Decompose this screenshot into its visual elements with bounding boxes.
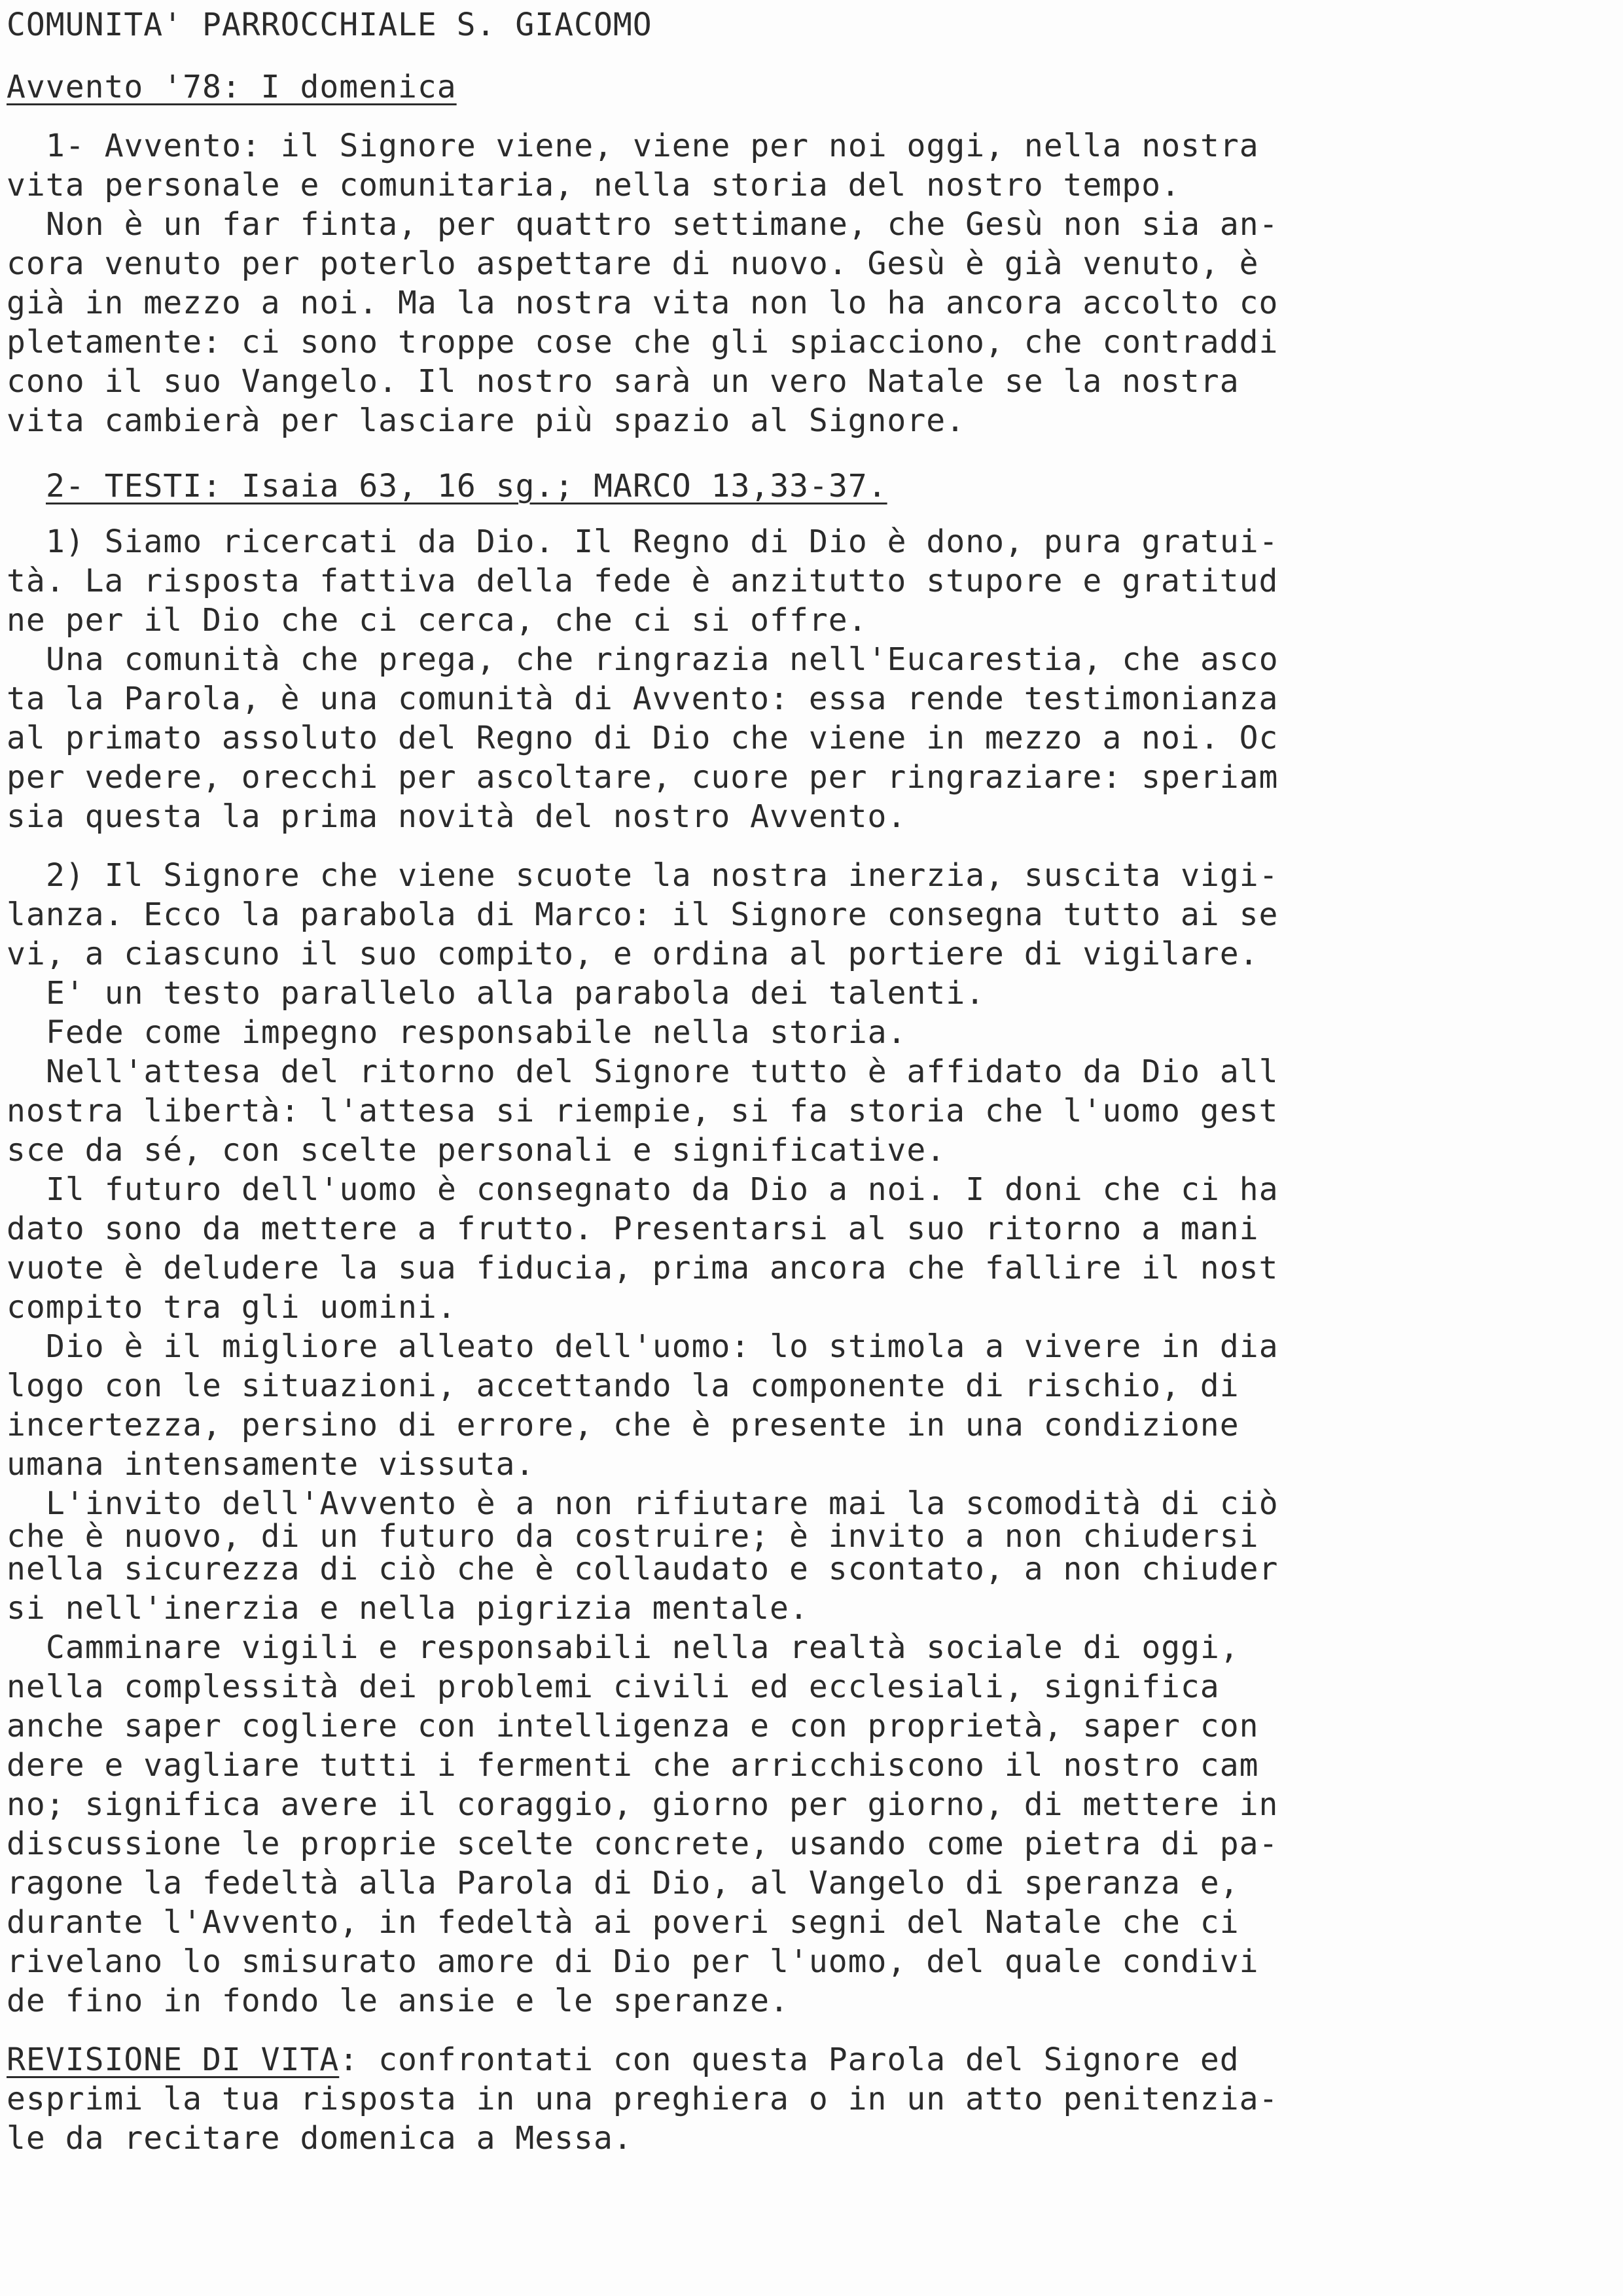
text-line: logo con le situazioni, accettando la componente di rischio, di: [7, 1368, 1240, 1404]
text-line: vi, a ciascuno il suo compito, e ordina al portiere di vigilare.: [7, 936, 1259, 972]
text-line: sia questa la prima novità del nostro Avvento.: [7, 798, 907, 835]
text-line: incertezza, persino di errore, che è presente in una condizione: [7, 1407, 1240, 1443]
text-line: ragone la fedeltà alla Parola di Dio, al Vangelo di speranza e,: [7, 1865, 1240, 1901]
line-text: : confrontati con questa Parola del Signore ed: [339, 2041, 1240, 2078]
text-line: esprimi la tua risposta in una preghiera o in un atto penitenzia-: [7, 2081, 1279, 2117]
text-line: 2- TESTI: Isaia 63, 16 sg.; MARCO 13,33-37.: [46, 468, 887, 504]
text-line: lanza. Ecco la parabola di Marco: il Signore consegna tutto ai se: [7, 896, 1279, 933]
text-line: dato sono da mettere a frutto. Presentarsi al suo ritorno a mani: [7, 1210, 1259, 1247]
text-line: Fede come impegno responsabile nella storia.: [46, 1014, 907, 1051]
text-line: rivelano lo smisurato amore di Dio per l'uomo, del quale condivi: [7, 1943, 1259, 1980]
text-line: [7, 2041, 1240, 2078]
text-line: cono il suo Vangelo. Il nostro sarà un vero Natale se la nostra: [7, 363, 1240, 400]
text-line: pletamente: ci sono troppe cose che gli spiacciono, che contraddi: [7, 324, 1279, 361]
text-line: per vedere, orecchi per ascoltare, cuore per ringraziare: speriam: [7, 759, 1279, 796]
text-line: discussione le proprie scelte concrete, usando come pietra di pa-: [7, 1826, 1279, 1862]
text-line: E' un testo parallelo alla parabola dei talenti.: [46, 975, 986, 1012]
text-line: 1) Siamo ricercati da Dio. Il Regno di Dio è dono, pura gratui-: [46, 523, 1279, 560]
text-line: Nell'attesa del ritorno del Signore tutto è affidato da Dio all: [46, 1053, 1279, 1090]
text-line: anche saper cogliere con intelligenza e con proprietà, saper con: [7, 1708, 1259, 1744]
text-line: al primato assoluto del Regno di Dio che viene in mezzo a noi. Oc: [7, 720, 1279, 756]
text-line: Non è un far finta, per quattro settimane, che Gesù non sia an-: [46, 206, 1279, 243]
text-line: 2) Il Signore che viene scuote la nostra inerzia, suscita vigi-: [46, 857, 1279, 894]
text-line: dere e vagliare tutti i fermenti che arricchiscono il nostro cam: [7, 1747, 1259, 1784]
text-line: de fino in fondo le ansie e le speranze.: [7, 1983, 789, 2019]
text-line: cora venuto per poterlo aspettare di nuovo. Gesù è già venuto, è: [7, 245, 1259, 282]
text-line: 1- Avvento: il Signore viene, viene per noi oggi, nella nostra: [46, 128, 1259, 164]
text-line: si nell'inerzia e nella pigrizia mentale.: [7, 1590, 809, 1627]
text-line: Una comunità che prega, che ringrazia nell'Eucarestia, che asco: [46, 641, 1279, 678]
text-line: durante l'Avvento, in fedeltà ai poveri segni del Natale che ci: [7, 1904, 1240, 1941]
text-line: Dio è il migliore alleato dell'uomo: lo stimola a vivere in dia: [46, 1328, 1279, 1365]
document-header: COMUNITA' PARROCCHIALE S. GIACOMO: [7, 7, 652, 43]
text-line: nostra libertà: l'attesa si riempie, si fa storia che l'uomo gest: [7, 1093, 1279, 1129]
text-line: compito tra gli uomini.: [7, 1289, 457, 1326]
text-line: nella complessità dei problemi civili ed ecclesiali, significa: [7, 1669, 1220, 1705]
document-subtitle: Avvento '78: I domenica: [7, 69, 457, 105]
text-line: vita personale e comunitaria, nella storia del nostro tempo.: [7, 167, 1181, 203]
text-line: le da recitare domenica a Messa.: [7, 2120, 633, 2157]
text-line: che è nuovo, di un futuro da costruire; è invito a non chiudersi: [7, 1518, 1259, 1555]
text-line: ne per il Dio che ci cerca, che ci si offre.: [7, 602, 868, 639]
text-line: tà. La risposta fattiva della fede è anzitutto stupore e gratitud: [7, 563, 1279, 599]
text-line: L'invito dell'Avvento è a non rifiutare mai la scomodità di ciò: [46, 1485, 1279, 1522]
text-line: sce da sé, con scelte personali e significative.: [7, 1132, 946, 1169]
text-line: nella sicurezza di ciò che è collaudato e scontato, a non chiuder: [7, 1551, 1279, 1587]
text-line: vita cambierà per lasciare più spazio al Signore.: [7, 402, 966, 439]
text-line: umana intensamente vissuta.: [7, 1446, 535, 1483]
text-line: ta la Parola, è una comunità di Avvento: essa rende testimonianza: [7, 680, 1279, 717]
text-line: Il futuro dell'uomo è consegnato da Dio a noi. I doni che ci ha: [46, 1171, 1279, 1208]
text-line: Camminare vigili e responsabili nella realtà sociale di oggi,: [46, 1629, 1240, 1666]
section-label: REVISIONE DI VITA: [7, 2041, 340, 2078]
text-line: vuote è deludere la sua fiducia, prima ancora che fallire il nost: [7, 1250, 1279, 1286]
text-line: già in mezzo a noi. Ma la nostra vita non lo ha ancora accolto co: [7, 285, 1279, 321]
text-line: no; significa avere il coraggio, giorno per giorno, di mettere in: [7, 1786, 1279, 1823]
